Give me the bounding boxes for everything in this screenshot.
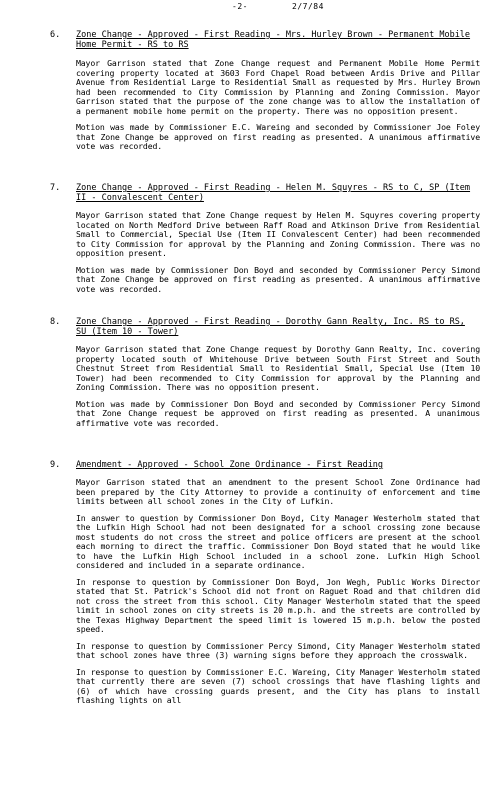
page-number: -2- — [232, 2, 248, 11]
item-paragraph: Mayor Garrison stated that an amendment to the present School Zone Ordinance had been prepared by the City Attorney to provide a continuity of enforcement and time limits between all school zones in the City of Lufkin. — [76, 477, 480, 506]
item-paragraph: Mayor Garrison stated that Zone Change request by Helen M. Squyres covering property located on North Medford Drive between Raff Road and Atkinson Drive from Residential Small to Commercial, Special Use (Item II Convalescent Center) had been recommended to City Commission for approval by the Planning and Zoning Commission. There was no opposition present. — [76, 210, 480, 258]
item-paragraph: In response to question by Commissioner Don Boyd, Jon Wegh, Public Works Director stated that St. Patrick's School did not front on Raguet Road and that children did not cross the street from this school. City Manager Westerholm stated that the speed limit in school zones on city streets is 20 m.p.h. and the streets are controlled by the Texas Highway Department the speed limit is lowered 15 m.p.h. below the posted speed. — [76, 576, 480, 634]
item-heading: Zone Change - Approved - First Reading - Helen M. Squyres - RS to C, SP (Item II - Convalescent Center) — [76, 183, 471, 203]
item-paragraph: In response to question by Commissioner Percy Simond, City Manager Westerholm stated that school zones have three (3) warning signs before they approach the crosswalk. — [76, 640, 480, 660]
page-date: 2/7/84 — [292, 2, 324, 11]
item-heading: Zone Change - Approved - First Reading - Dorothy Gann Realty, Inc. RS to RS, SU (Item 10 - Tower) — [76, 317, 465, 337]
item-paragraph: Motion was made by Commissioner Don Boyd and seconded by Commissioner Percy Simond that Zone Change be approved on first reading as presented. A unanimous affirmative vote was recorded. — [76, 264, 480, 294]
item-paragraph: Mayor Garrison stated that Zone Change request by Dorothy Gann Realty, Inc. covering property located south of Whitehouse Drive between South First Street and South Chestnut Street from Residential Small to Residential Small, Special Use (Item 10 Tower) had been recommended to City Commission for approval by the Planning and Zoning Commission. There was no opposition present. — [76, 344, 480, 392]
item-heading: Amendment - Approved - School Zone Ordinance - First Reading — [76, 460, 384, 470]
item-paragraph: Motion was made by Commissioner Don Boyd and seconded by Commissioner Percy Simond that Zone Change request be approved on first reading as presented. A unanimous affirmative vote was recorded. — [76, 398, 480, 428]
item-number: 9. — [50, 460, 61, 470]
item-heading: Zone Change - Approved - First Reading - Mrs. Hurley Brown - Permanent Mobile Home Permit - RS to RS — [76, 30, 471, 50]
agenda-item — [50, 460, 480, 706]
item-number: 7. — [50, 183, 61, 193]
item-paragraph: In response to question by Commissioner E.C. Wareing, City Manager Westerholm stated that currently there are seven (7) school crossings that have flashing lights and (6) of which have crossing guards present, and the City has plans to install flashing lights on all — [76, 666, 480, 705]
agenda-item — [50, 183, 480, 294]
item-paragraph: Motion was made by Commissioner E.C. Wareing and seconded by Commissioner Joe Foley that Zone Change be approved on first reading as presented. A unanimous affirmative vote was recorded. — [76, 122, 480, 151]
item-paragraph: Mayor Garrison stated that Zone Change request and Permanent Mobile Home Permit covering property located at 3603 Ford Chapel Road between Ardis Drive and Pillar Avenue from Residential Large to Residential Small as requested by Mrs. Hurley Brown had been recommended to City Commission by Planning and Zoning Commission. Mayor Garrison stated that the purpose of the zone change was to allow the installation of a permanent mobile home permit on the property. There was no opposition present. — [76, 58, 480, 116]
item-paragraph: In answer to question by Commissioner Don Boyd, City Manager Westerholm stated that the Lufkin High School had not been designated for a school crossing zone because most students do not cross the street and police officers are present at the school each morning to direct the traffic. Commissioner Don Boyd stated that he would like to have the Lufkin High School included in a school zone. Lufkin High School considered and included in a separate ordinance. — [76, 512, 480, 570]
item-number: 6. — [50, 30, 61, 40]
item-number: 8. — [50, 317, 61, 327]
agenda-item — [50, 317, 480, 428]
agenda-item — [50, 30, 480, 152]
